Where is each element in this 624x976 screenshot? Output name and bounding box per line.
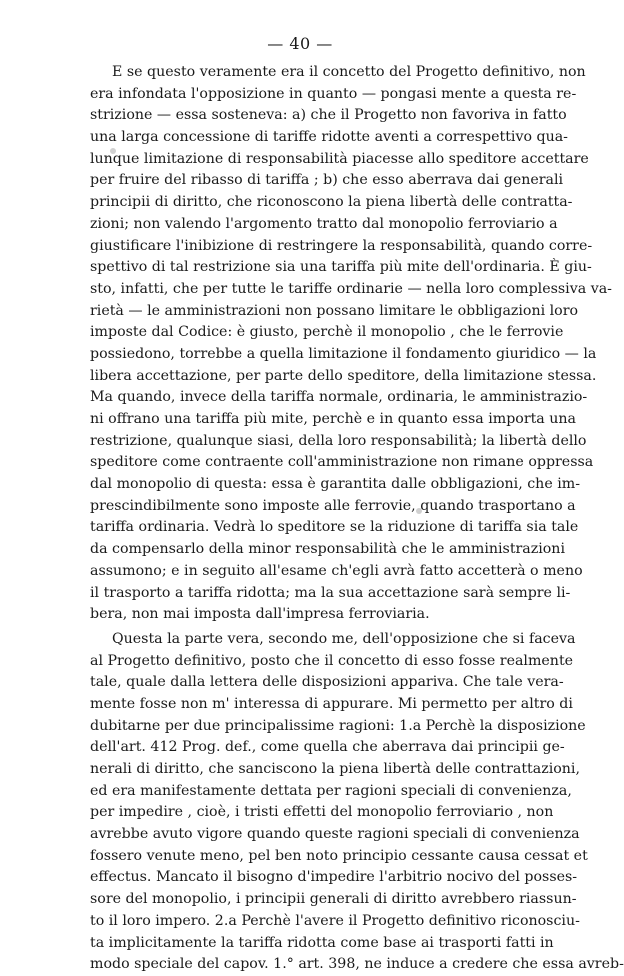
text-line: dubitarne per due principalissime ragioni: 1.a Perchè la disposizione (90, 717, 586, 734)
text-line: spettivo di tal restrizione sia una tariffa più mite dell'ordinaria. È giu- (90, 259, 592, 276)
text-line: tariffa ordinaria. Vedrà lo speditore se la riduzione di tariffa sia tale (90, 519, 579, 536)
text-line: effectus. Mancato il bisogno d'impedire l'arbitrio nocivo del posses- (90, 869, 578, 886)
page-number: — 40 — (267, 34, 333, 53)
text-line: da compensarlo della minor responsabilità che le amministrazioni (90, 541, 565, 558)
text-line: strizione — essa sosteneva: a) che il Progetto non favoriva in fatto (90, 107, 567, 124)
text-line: speditore come contraente coll'amministrazione non rimane oppressa (90, 454, 594, 471)
ink-speck (416, 508, 422, 514)
text-line: restrizione, qualunque siasi, della loro responsabilità; la libertà dello (90, 432, 587, 449)
text-line: fossero venute meno, pel ben noto principio cessante causa cessat et (90, 847, 588, 864)
text-line: E se questo veramente era il concetto del Progetto definitivo, non (112, 64, 586, 80)
text-line: per impedire , cioè, i tristi effetti del monopolio ferroviario , non (90, 804, 554, 821)
text-line: assumono; e in seguito all'esame ch'egli avrà fatto accetterà o meno (90, 562, 583, 579)
text-line: dell'art. 412 Prog. def., come quella che aberrava dai principii ge- (90, 739, 565, 756)
page-text (90, 62, 624, 976)
text-line: una larga concessione di tariffe ridotte aventi a correspettivo qua- (90, 129, 568, 146)
text-line: ni offrano una tariffa più mite, perchè e in quanto essa importa una (90, 411, 577, 427)
text-line: to il loro impero. 2.a Perchè l'avere il Progetto definitivo riconosciu- (90, 912, 580, 929)
text-line: per fruire del ribasso di tariffa ; b) che esso aberrava dai generali (90, 172, 564, 189)
text-line: al Progetto definitivo, posto che il concetto di esso fosse realmente (90, 652, 574, 669)
text-line: mente fosse non m' interessa di appurare. Mi permetto per altro di (90, 695, 573, 712)
text-line: ta implicitamente la tariffa ridotta come base ai trasporti fatti in (90, 934, 554, 951)
text-line: ed era manifestamente dettata per ragioni speciali di convenienza, (90, 782, 572, 799)
text-line: nerali di diritto, che sanciscono la piena libertà delle contrattazioni, (90, 761, 580, 777)
text-line: lunque limitazione di responsabilità piacesse allo speditore accettare (90, 150, 589, 167)
text-line: possiedono, torrebbe a quella limitazione il fondamento giuridico — la (90, 345, 597, 362)
text-line: rietà — le amministrazioni non possano limitare le obbligazioni loro (90, 302, 579, 319)
text-line: modo speciale del capov. 1.° art. 398, ne induce a credere che essa avreb- (90, 956, 624, 973)
text-line: zioni; non valendo l'argomento tratto dal monopolio ferroviario a (90, 215, 558, 232)
text-line: imposte dal Codice: è giusto, perchè il monopolio , che le ferrovie (90, 324, 564, 341)
text-line: libera accettazione, per parte dello speditore, della limitazione stessa. (90, 367, 597, 384)
text-line: Questa la parte vera, secondo me, dell'opposizione che si faceva (112, 630, 576, 647)
text-line: bera, non mai imposta dall'impresa ferroviaria. (90, 606, 430, 623)
text-line: dal monopolio di questa: essa è garantita dalle obbligazioni, che im- (90, 476, 581, 493)
text-line: giustificare l'inibizione di restringere la responsabilità, quando corre- (90, 237, 593, 254)
text-line: era infondata l'opposizione in quanto — pongasi mente a questa re- (90, 85, 577, 102)
text-line: principii di diritto, che riconoscono la piena libertà delle contratta- (90, 194, 573, 211)
text-line: prescindibilmente sono imposte alle ferrovie, quando trasportano a (90, 497, 576, 514)
text-line: il trasporto a tariffa ridotta; ma la sua accettazione sarà sempre li- (90, 584, 571, 601)
text-line: sore del monopolio, i principii generali di diritto avrebbero riassun- (90, 891, 577, 908)
text-line: sto, infatti, che per tutte le tariffe ordinarie — nella loro complessiva va- (90, 280, 612, 297)
text-line: avrebbe avuto vigore quando queste ragioni speciali di convenienza (90, 826, 580, 843)
ink-speck (110, 148, 116, 154)
text-line: Ma quando, invece della tariffa normale, ordinaria, le amministrazio- (90, 389, 588, 406)
text-line: tale, quale dalla lettera delle disposizioni appariva. Che tale vera- (90, 674, 564, 691)
